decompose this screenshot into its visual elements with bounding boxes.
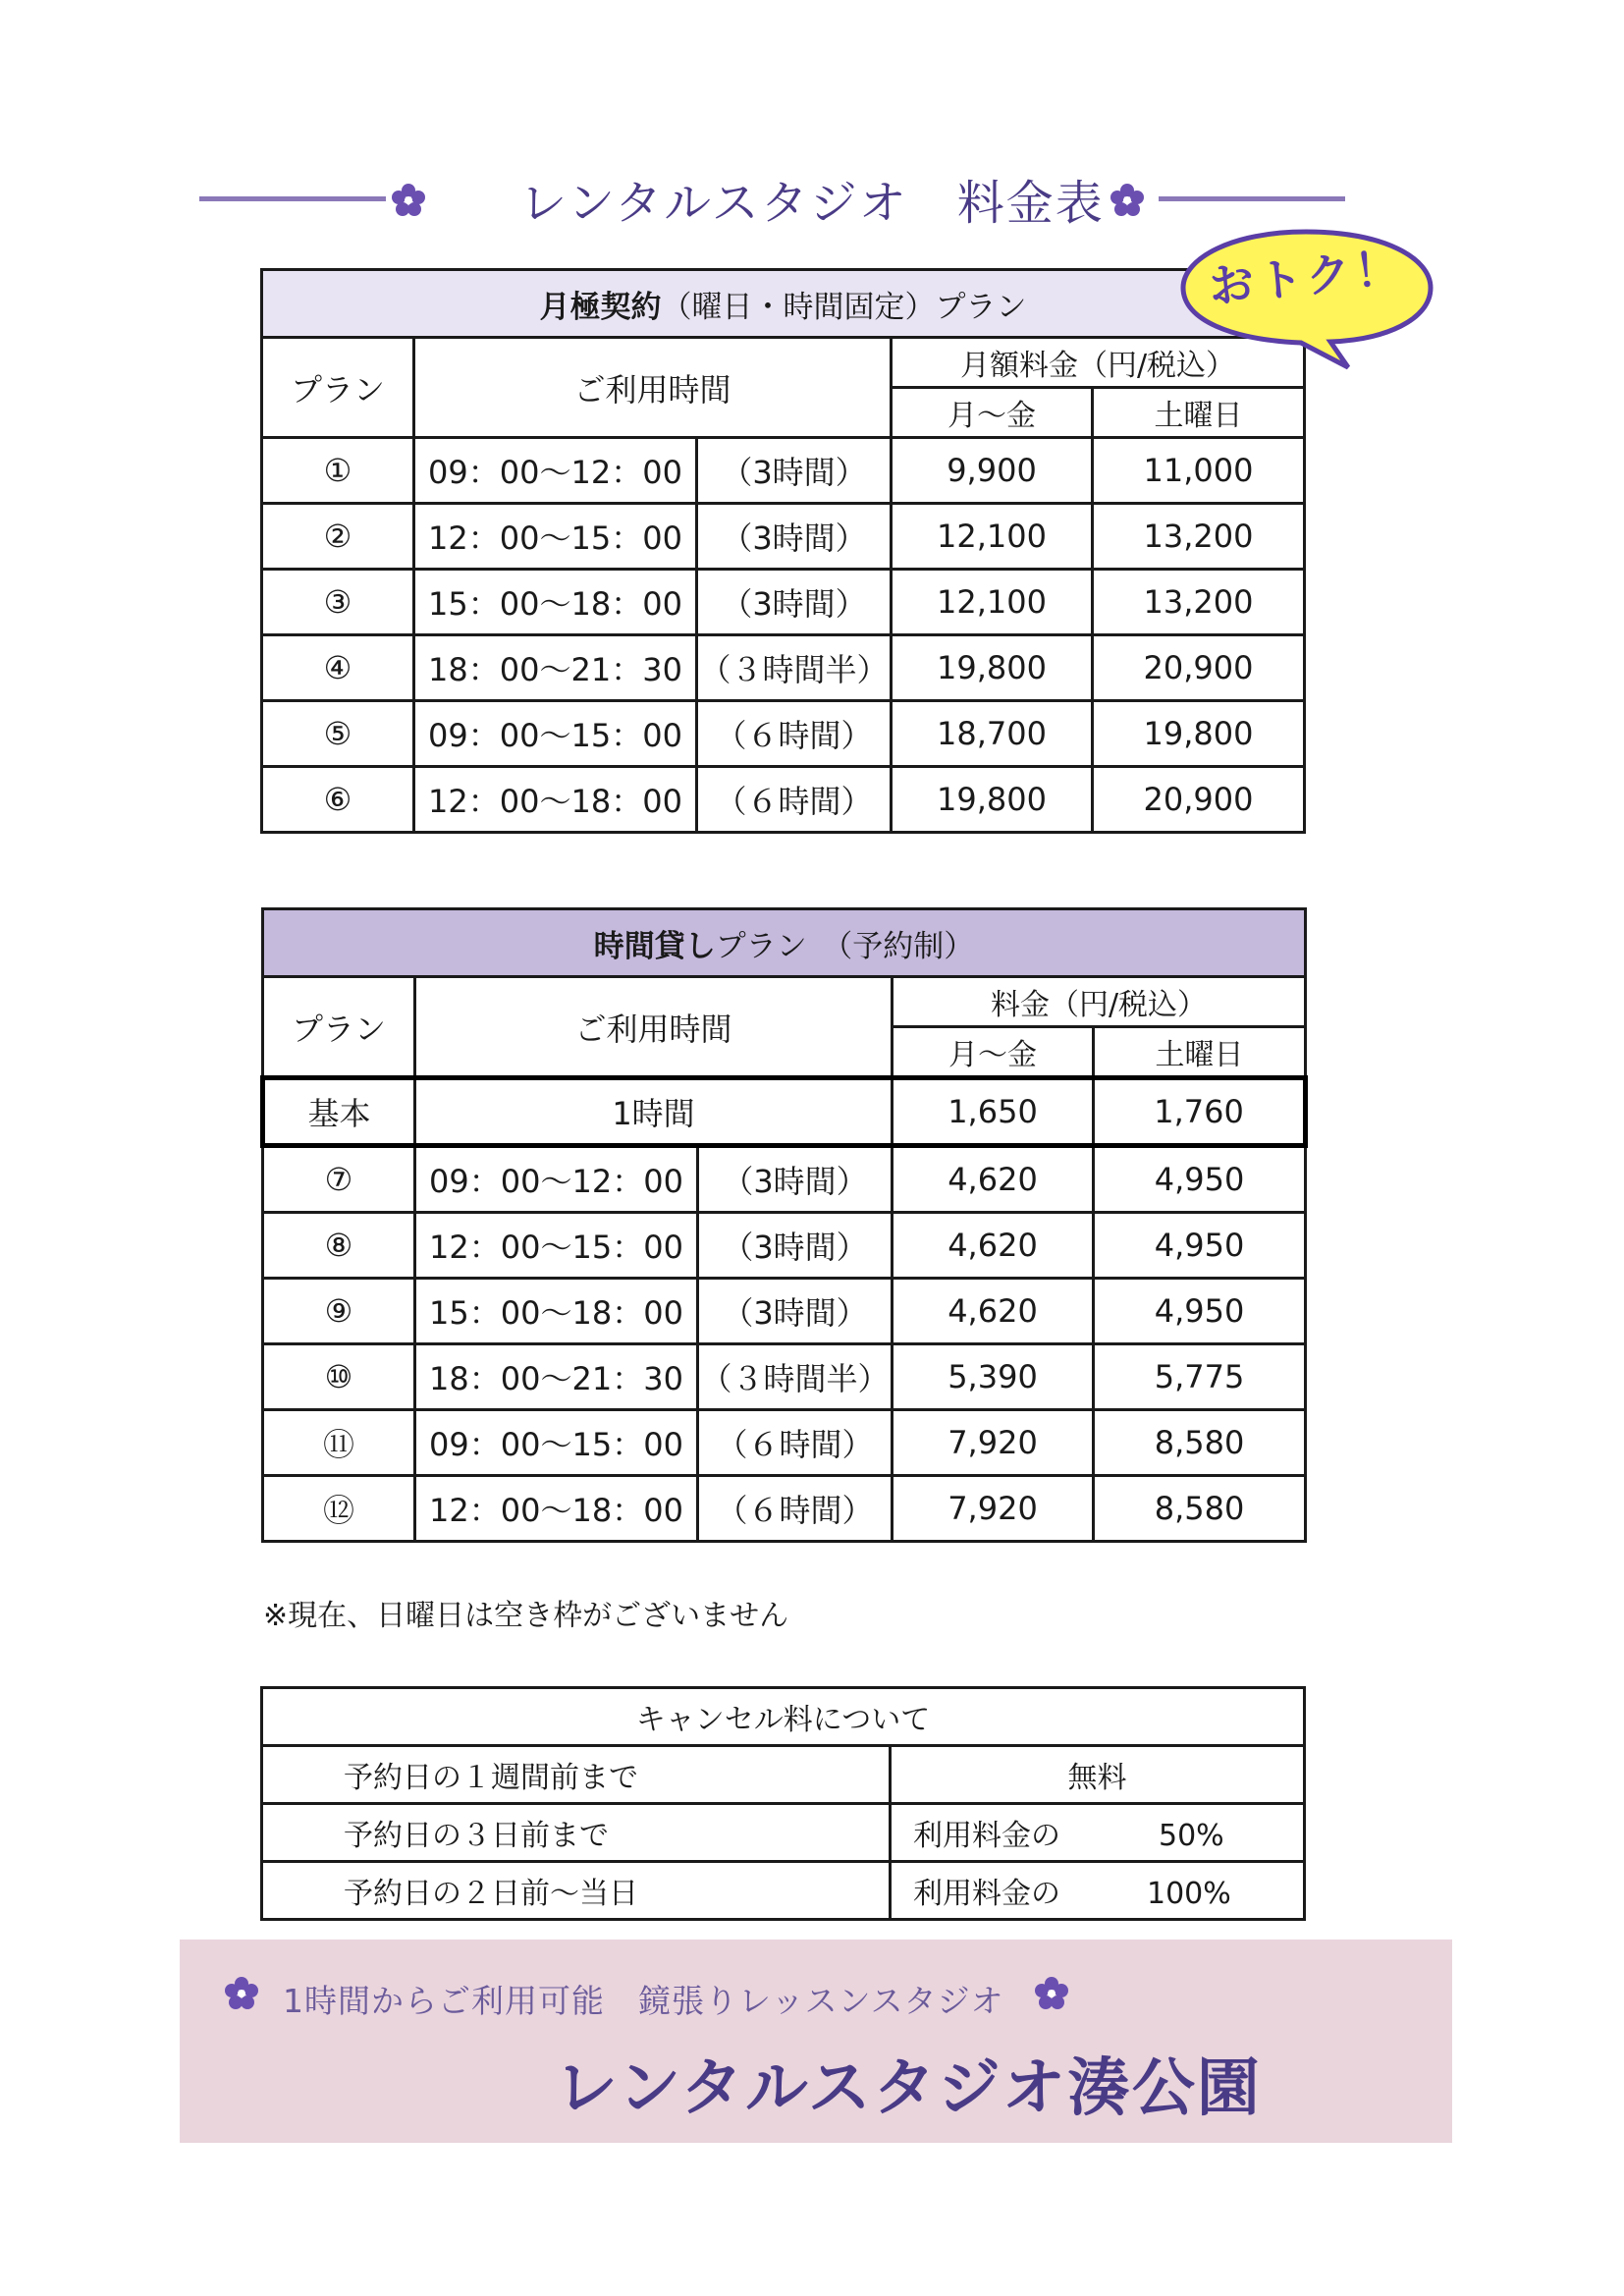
price-saturday: 4,950 — [1094, 1279, 1306, 1344]
table-row — [263, 1279, 1306, 1344]
plan-duration: （６時間） — [697, 767, 892, 833]
plan-duration: （3時間） — [698, 1213, 893, 1279]
col-price: 月額料金（円/税込） — [892, 338, 1305, 388]
plan-no: ⑪ — [263, 1410, 415, 1476]
plan-time: 09：00～15：00 — [414, 701, 697, 767]
deal-badge-text: おトク！ — [1206, 240, 1407, 314]
col-weekday: 月～金 — [892, 388, 1093, 438]
plan-duration: （６時間） — [697, 701, 892, 767]
plan-no: ① — [262, 438, 414, 504]
plan-no: ⑩ — [263, 1344, 415, 1410]
plan-time: 15：00～18：00 — [415, 1279, 698, 1344]
table-row — [262, 635, 1305, 701]
cancel-fee: 無料 — [891, 1746, 1305, 1804]
price-weekday: 12,100 — [892, 570, 1093, 635]
basic-row — [263, 1078, 1306, 1146]
plan-time: 12：00～15：00 — [414, 504, 697, 570]
cancel-fee-cell — [891, 1862, 1305, 1920]
basic-name: 基本 — [263, 1078, 415, 1146]
banner-subtitle: 1時間からご利用可能 鏡張りレッスンスタジオ — [283, 1982, 1004, 2020]
price-weekday: 1,650 — [893, 1078, 1094, 1146]
price-saturday: 11,000 — [1093, 438, 1305, 504]
col-time: ご利用時間 — [414, 338, 892, 438]
plan-duration: （６時間） — [698, 1476, 893, 1542]
plan-no: ⑫ — [263, 1476, 415, 1542]
col-time: ご利用時間 — [415, 977, 893, 1078]
price-weekday: 19,800 — [892, 767, 1093, 833]
cancel-fee-table — [260, 1686, 1306, 1921]
studio-name: レンタルスタジオ湊公園 — [555, 2052, 1262, 2125]
col-weekday: 月～金 — [893, 1027, 1094, 1078]
plan-time: 18：00～21：30 — [414, 635, 697, 701]
plan-duration: （６時間） — [698, 1410, 893, 1476]
plan-time: 09：00～12：00 — [415, 1146, 698, 1213]
price-saturday: 1,760 — [1094, 1078, 1306, 1146]
plan-no: ⑥ — [262, 767, 414, 833]
plan-duration: （3時間） — [697, 504, 892, 570]
col-plan: プラン — [262, 338, 414, 438]
plan-time: 09：00～12：00 — [414, 438, 697, 504]
table-row — [263, 1146, 1306, 1213]
price-saturday: 4,950 — [1094, 1213, 1306, 1279]
hourly-plan-table — [260, 907, 1308, 1543]
cancel-fee: 100% — [1147, 1877, 1231, 1911]
plan-duration: （3時間） — [697, 570, 892, 635]
plan-duration: （3時間） — [698, 1146, 893, 1213]
table-row — [262, 570, 1305, 635]
table-row — [263, 1476, 1306, 1542]
col-plan: プラン — [263, 977, 415, 1078]
plan-time: 12：00～18：00 — [414, 767, 697, 833]
cancel-fee: 50% — [1159, 1819, 1224, 1853]
flower-icon — [224, 1976, 259, 2011]
plan-no: ② — [262, 504, 414, 570]
flower-icon — [1110, 183, 1145, 218]
price-saturday: 5,775 — [1094, 1344, 1306, 1410]
cancel-row — [262, 1862, 1305, 1920]
table-row — [263, 1213, 1306, 1279]
price-weekday: 5,390 — [893, 1344, 1094, 1410]
price-saturday: 8,580 — [1094, 1410, 1306, 1476]
plan-time: 18：00～21：30 — [415, 1344, 698, 1410]
plan-no: ④ — [262, 635, 414, 701]
basic-time: 1時間 — [415, 1078, 893, 1146]
table-row — [262, 701, 1305, 767]
monthly-header-bold: 月極契約 — [539, 289, 662, 325]
hourly-header-bold: 時間貸し — [593, 928, 716, 964]
price-saturday: 20,900 — [1093, 767, 1305, 833]
plan-duration: （3時間） — [698, 1279, 893, 1344]
plan-time: 12：00～18：00 — [415, 1476, 698, 1542]
sunday-note: ※現在、日曜日は空き枠がございません — [263, 1599, 789, 1633]
table-row — [262, 504, 1305, 570]
price-saturday: 4,950 — [1094, 1146, 1306, 1213]
cancel-when: 予約日の２日前～当日 — [262, 1862, 891, 1920]
plan-no: ⑧ — [263, 1213, 415, 1279]
price-weekday: 4,620 — [893, 1213, 1094, 1279]
price-weekday: 18,700 — [892, 701, 1093, 767]
monthly-header-rest: （曜日・時間固定）プラン — [661, 289, 1027, 325]
price-saturday: 19,800 — [1093, 701, 1305, 767]
price-weekday: 4,620 — [893, 1279, 1094, 1344]
cancel-fee-label: 利用料金の — [913, 1819, 1060, 1853]
cancel-when: 予約日の３日前まで — [262, 1804, 891, 1862]
table-row — [263, 1410, 1306, 1476]
plan-no: ⑦ — [263, 1146, 415, 1213]
monthly-header — [262, 270, 1305, 338]
cancel-row — [262, 1746, 1305, 1804]
price-saturday: 13,200 — [1093, 570, 1305, 635]
page-title: レンタルスタジオ 料金表 — [519, 176, 1105, 231]
price-weekday: 7,920 — [893, 1410, 1094, 1476]
price-saturday: 8,580 — [1094, 1476, 1306, 1542]
title-line-right — [1159, 196, 1345, 201]
hourly-header-rest: プラン （予約制） — [715, 928, 975, 964]
price-weekday: 19,800 — [892, 635, 1093, 701]
cancel-title: キャンセル料について — [262, 1688, 1305, 1746]
table-row — [262, 767, 1305, 833]
plan-duration: （３時間半） — [697, 635, 892, 701]
price-weekday: 7,920 — [893, 1476, 1094, 1542]
plan-duration: （３時間半） — [698, 1344, 893, 1410]
price-saturday: 13,200 — [1093, 504, 1305, 570]
plan-time: 09：00～15：00 — [415, 1410, 698, 1476]
flower-icon — [1034, 1976, 1069, 2011]
hourly-header — [263, 909, 1306, 977]
cancel-fee-label: 利用料金の — [913, 1877, 1060, 1911]
cancel-when: 予約日の１週間前まで — [262, 1746, 891, 1804]
plan-time: 15：00～18：00 — [414, 570, 697, 635]
cancel-row — [262, 1804, 1305, 1862]
col-saturday: 土曜日 — [1093, 388, 1305, 438]
col-price: 料金（円/税込） — [893, 977, 1306, 1027]
price-weekday: 4,620 — [893, 1146, 1094, 1213]
plan-duration: （3時間） — [697, 438, 892, 504]
plan-no: ⑤ — [262, 701, 414, 767]
plan-no: ⑨ — [263, 1279, 415, 1344]
plan-time: 12：00～15：00 — [415, 1213, 698, 1279]
col-saturday: 土曜日 — [1094, 1027, 1306, 1078]
price-weekday: 12,100 — [892, 504, 1093, 570]
table-row — [262, 438, 1305, 504]
table-row — [263, 1344, 1306, 1410]
monthly-plan-table — [260, 268, 1306, 834]
price-saturday: 20,900 — [1093, 635, 1305, 701]
cancel-fee-cell — [891, 1804, 1305, 1862]
price-weekday: 9,900 — [892, 438, 1093, 504]
plan-no: ③ — [262, 570, 414, 635]
